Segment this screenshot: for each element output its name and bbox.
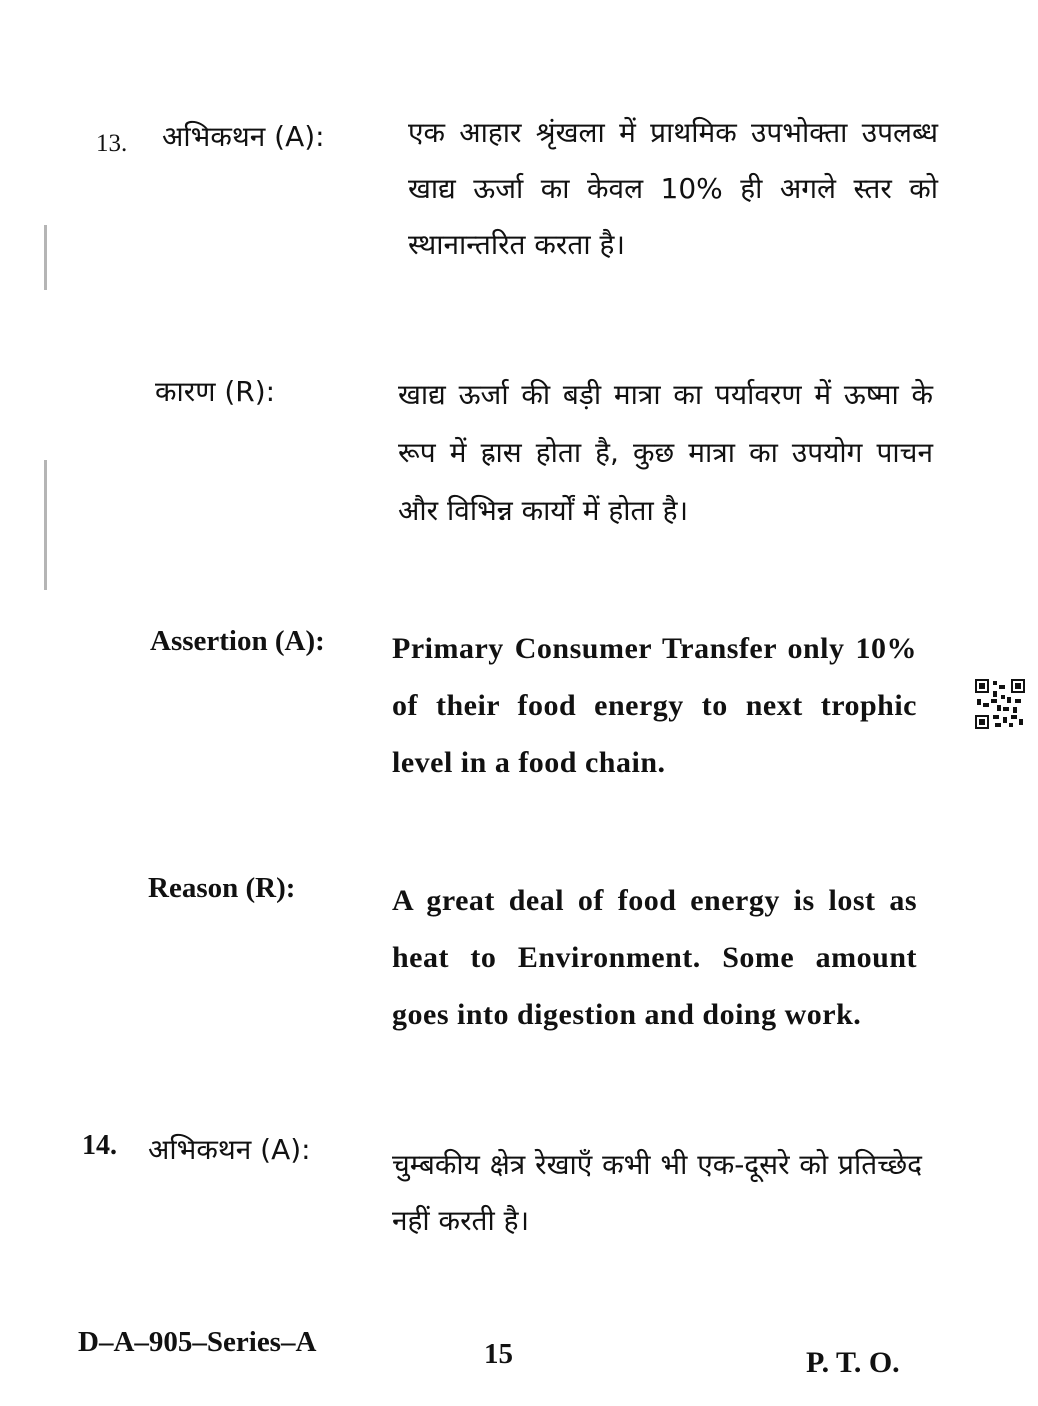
assertion-hi-text-14: चुम्बकीय क्षेत्र रेखाएँ कभी भी एक-दूसरे को प्रतिच्छेद नहीं करती है। <box>392 1148 922 1237</box>
reason-en-text: A great deal of food energy is lost as heat to Environment. Some amount goes into digestion and doing work. <box>392 884 917 1031</box>
paper-code: D–A–905–Series–A <box>78 1326 317 1358</box>
question-number-13: 13. <box>96 130 128 157</box>
assertion-en-label: Assertion (A): <box>150 625 325 657</box>
please-turn-over: P. T. O. <box>806 1346 900 1379</box>
question-number-14: 14. <box>82 1130 117 1161</box>
qr-code-icon <box>975 679 1025 729</box>
assertion-hi-label-14: अभिकथन (A): <box>148 1133 311 1166</box>
scan-mark <box>44 460 47 590</box>
scan-mark <box>44 225 47 290</box>
assertion-hi-text: एक आहार श्रृंखला में प्राथमिक उपभोक्ता उपलब्ध खाद्य ऊर्जा का केवल 10% ही अगले स्तर को स्थानान्तरित करता है। <box>408 116 938 261</box>
reason-en-label: Reason (R): <box>148 872 296 904</box>
reason-hi-label: कारण (R): <box>155 375 276 408</box>
assertion-en-text: Primary Consumer Transfer only 10% of their food energy to next trophic level in a food chain. <box>392 632 917 779</box>
assertion-hi-label: अभिकथन (A): <box>162 120 325 153</box>
page-number: 15 <box>484 1338 513 1370</box>
reason-hi-text: खाद्य ऊर्जा की बड़ी मात्रा का पर्यावरण में ऊष्मा के रूप में ह्रास होता है, कुछ मात्रा का उपयोग पाचन और विभिन्न कार्यों में होता है। <box>398 378 933 527</box>
